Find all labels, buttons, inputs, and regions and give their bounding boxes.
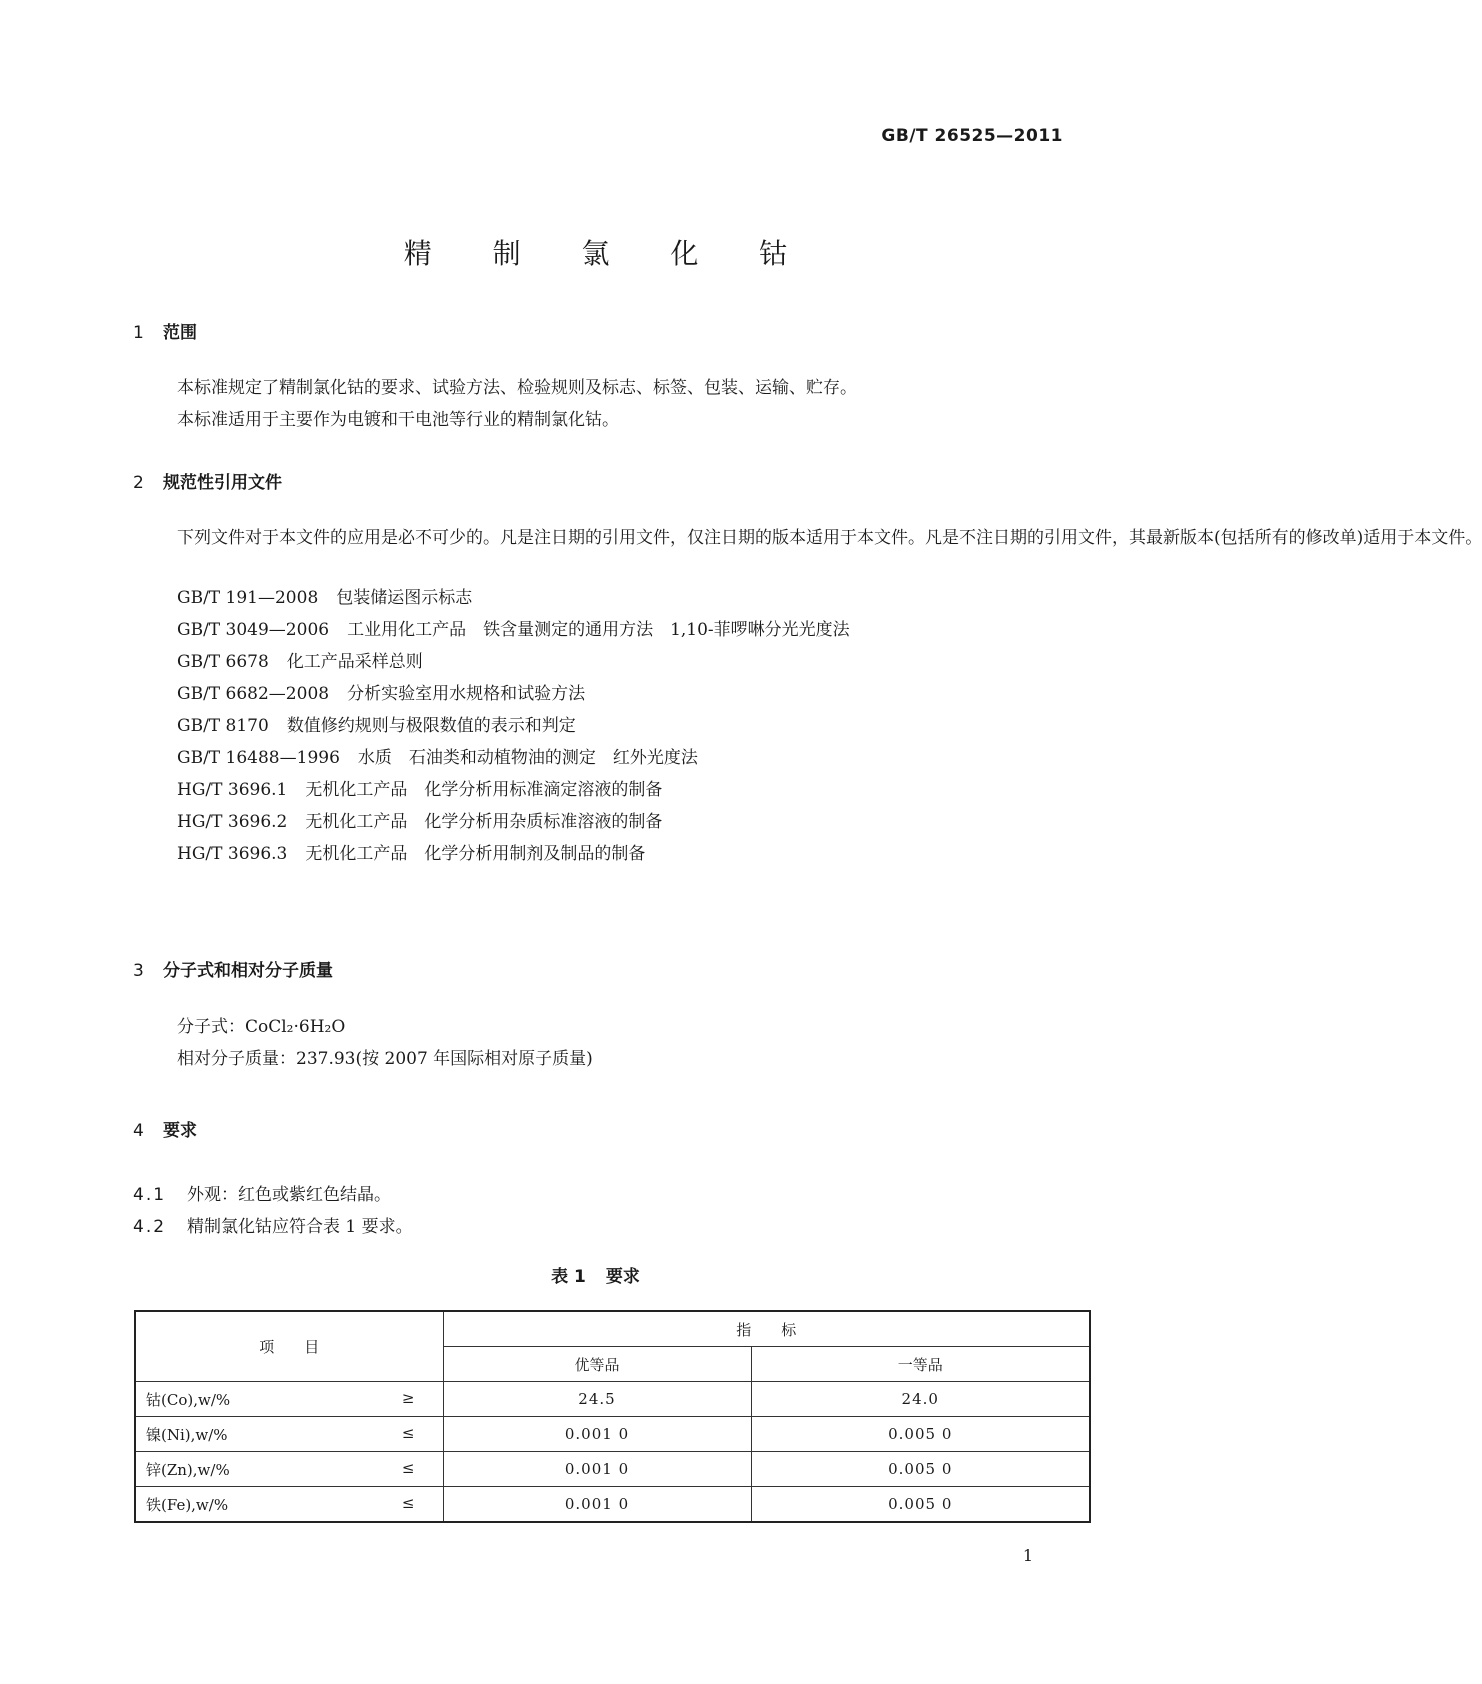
section-number: 2: [133, 473, 144, 493]
subsection-4-2: [133, 1212, 413, 1237]
header-item: 项 目: [135, 1311, 443, 1382]
reference-title: 无机化工产品 化学分析用标准滴定溶液的制备: [305, 780, 663, 800]
reference-item: [177, 838, 850, 870]
row-item: [135, 1382, 443, 1417]
row-value-first: 0.005 0: [751, 1417, 1090, 1452]
row-item-label: 锌(Zn),w/%: [146, 1460, 230, 1479]
reference-code: GB/T 191—2008: [177, 588, 319, 608]
header-grade-first: 一等品: [751, 1347, 1090, 1382]
reference-code: HG/T 3696.1: [177, 780, 288, 800]
reference-code: GB/T 8170: [177, 716, 269, 736]
row-item: [135, 1452, 443, 1487]
page-number: 1: [1022, 1546, 1033, 1565]
row-item: [135, 1487, 443, 1523]
header-grade-superior: 优等品: [443, 1347, 751, 1382]
subsection-number: 4.2: [133, 1217, 167, 1237]
document-title: 精 制 氯 化 钴: [403, 237, 814, 270]
reference-title: 水质 石油类和动植物油的测定 红外光度法: [357, 748, 698, 768]
reference-item: [177, 614, 850, 646]
paragraph: 本标准适用于主要作为电镀和干电池等行业的精制氯化钴。: [177, 410, 619, 430]
reference-list: [177, 582, 850, 870]
reference-title: 工业用化工产品 铁含量测定的通用方法 1,10-菲啰啉分光光度法: [347, 620, 850, 640]
reference-title: 无机化工产品 化学分析用杂质标准溶液的制备: [305, 812, 663, 832]
section-number: 1: [133, 323, 144, 343]
row-value-superior: 0.001 0: [443, 1417, 751, 1452]
row-value-superior: 24.5: [443, 1382, 751, 1417]
reference-code: HG/T 3696.3: [177, 844, 288, 864]
row-limit-symbol: ≤: [401, 1459, 415, 1477]
reference-item: [177, 582, 850, 614]
formula-value: CoCl₂·6H₂O: [245, 1017, 346, 1037]
reference-item: [177, 806, 850, 838]
section-title: 分子式和相对分子质量: [163, 961, 333, 981]
reference-code: GB/T 6678: [177, 652, 269, 672]
row-limit-symbol: ≥: [401, 1389, 415, 1407]
reference-item: [177, 646, 850, 678]
reference-code: HG/T 3696.2: [177, 812, 288, 832]
reference-code: GB/T 3049—2006: [177, 620, 330, 640]
table-row: [135, 1452, 1090, 1487]
row-limit-symbol: ≤: [401, 1424, 415, 1442]
section-1-body: [133, 372, 1058, 436]
row-value-first: 24.0: [751, 1382, 1090, 1417]
subsection-text: 外观：红色或紫红色结晶。: [187, 1185, 391, 1205]
section-number: 4: [133, 1121, 144, 1141]
section-1-heading: [133, 318, 197, 343]
molecular-mass: 相对分子质量：237.93(按 2007 年国际相对原子质量): [177, 1049, 593, 1069]
reference-title: 数值修约规则与极限数值的表示和判定: [286, 716, 576, 736]
table-row: [135, 1417, 1090, 1452]
row-value-first: 0.005 0: [751, 1487, 1090, 1523]
reference-item: [177, 678, 850, 710]
reference-code: GB/T 6682—2008: [177, 684, 330, 704]
table-caption: [0, 1262, 1191, 1287]
reference-item: [177, 710, 850, 742]
section-number: 3: [133, 961, 144, 981]
requirements-table: [134, 1310, 1091, 1523]
reference-code: GB/T 16488—1996: [177, 748, 340, 768]
row-item-label: 镍(Ni),w/%: [146, 1425, 228, 1444]
table-title: 要求: [605, 1267, 640, 1287]
reference-item: [177, 742, 850, 774]
reference-title: 分析实验室用水规格和试验方法: [347, 684, 586, 704]
table-row: [135, 1382, 1090, 1417]
paragraph: 本标准规定了精制氯化钴的要求、试验方法、检验规则及标志、标签、包装、运输、贮存。: [177, 378, 857, 398]
section-2-intro: [133, 522, 1482, 554]
molecular-formula: [177, 1012, 345, 1037]
reference-title: 无机化工产品 化学分析用制剂及制品的制备: [305, 844, 646, 864]
formula-label: 分子式：: [177, 1017, 245, 1037]
reference-item: [177, 774, 850, 806]
row-limit-symbol: ≤: [401, 1494, 415, 1512]
row-item-label: 钴(Co),w/%: [146, 1390, 231, 1409]
section-title: 要求: [163, 1121, 197, 1141]
section-2-heading: [133, 468, 282, 493]
reference-title: 化工产品采样总则: [286, 652, 423, 672]
table-header-row: [135, 1311, 1090, 1347]
row-value-superior: 0.001 0: [443, 1452, 751, 1487]
table-number: 表 1: [551, 1267, 586, 1287]
section-title: 范围: [163, 323, 197, 343]
reference-title: 包装储运图示标志: [336, 588, 473, 608]
section-title: 规范性引用文件: [163, 473, 282, 493]
subsection-number: 4.1: [133, 1185, 167, 1205]
paragraph: 下列文件对于本文件的应用是必不可少的。凡是注日期的引用文件，仅注日期的版本适用于本文件。凡是不注日期的引用文件，其最新版本(包括所有的修改单)适用于本文件。: [177, 528, 1482, 548]
row-value-first: 0.005 0: [751, 1452, 1090, 1487]
row-value-superior: 0.001 0: [443, 1487, 751, 1523]
subsection-text: 精制氯化钴应符合表 1 要求。: [187, 1217, 413, 1237]
header-index: 指 标: [443, 1311, 1090, 1347]
row-item: [135, 1417, 443, 1452]
row-item-label: 铁(Fe),w/%: [146, 1495, 229, 1514]
standard-code: GB/T 26525—2011: [881, 126, 1063, 146]
section-3-heading: [133, 956, 333, 981]
subsection-4-1: [133, 1180, 391, 1205]
table-row: [135, 1487, 1090, 1523]
section-4-heading: [133, 1116, 197, 1141]
